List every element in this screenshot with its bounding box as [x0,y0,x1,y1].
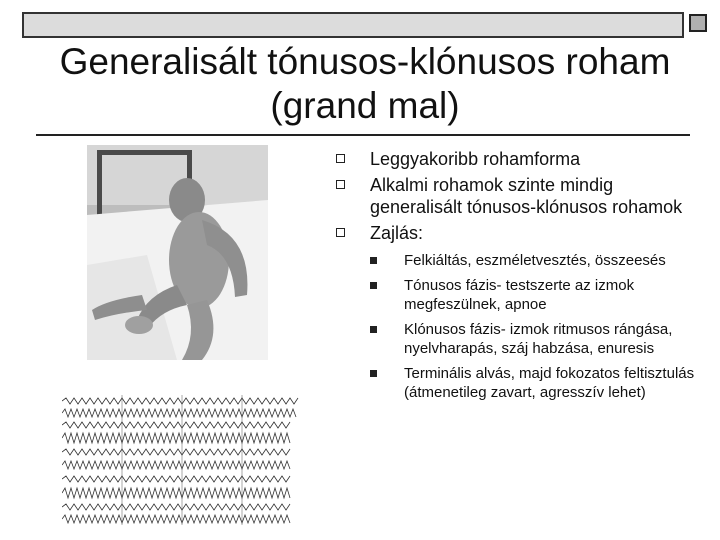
patient-seizure-photo [87,145,268,360]
sub-bullet-text: Felkiáltás, eszméletvesztés, összeesés [404,252,666,269]
bullet-text: Leggyakoribb rohamforma [370,149,581,169]
hollow-square-icon [336,154,345,163]
list-item [334,174,704,218]
list-item [334,222,704,402]
bullet-list [334,148,704,408]
hollow-square-icon [336,228,345,237]
top-decor-bar [22,12,684,38]
filled-square-icon [370,282,377,289]
title-divider [36,134,690,136]
filled-square-icon [370,370,377,377]
filled-square-icon [370,257,377,264]
sub-list-item [368,364,704,402]
sub-bullet-text: Tónusos fázis- testszerte az izmok megfeszülnek, apnoe [404,277,635,313]
bullet-text: Zajlás: [370,223,424,243]
top-decor-square [689,14,707,32]
title-line-1: Generalisált tónusos-klónusos roham [59,41,671,82]
title-line-2: (grand mal) [270,85,460,126]
list-item [334,148,704,170]
eeg-trace [62,395,300,525]
sub-bullet-text: Terminális alvás, majd fokozatos feltisztulás (átmenetileg zavart, agresszív lehet) [404,365,695,401]
filled-square-icon [370,326,377,333]
slide-title [20,40,710,128]
photo-illustration [87,145,268,360]
sub-bullet-text: Klónusos fázis- izmok ritmusos rángása, nyelvharapás, száj habzása, enuresis [404,321,673,357]
sub-list-item [368,276,704,314]
sub-bullet-list [370,251,704,402]
bullet-text: Alkalmi rohamok szinte mindig generalisált tónusos-klónusos rohamok [370,175,683,217]
sub-list-item [368,320,704,358]
hollow-square-icon [336,180,345,189]
sub-list-item [368,251,704,270]
eeg-trace-image [62,395,300,525]
